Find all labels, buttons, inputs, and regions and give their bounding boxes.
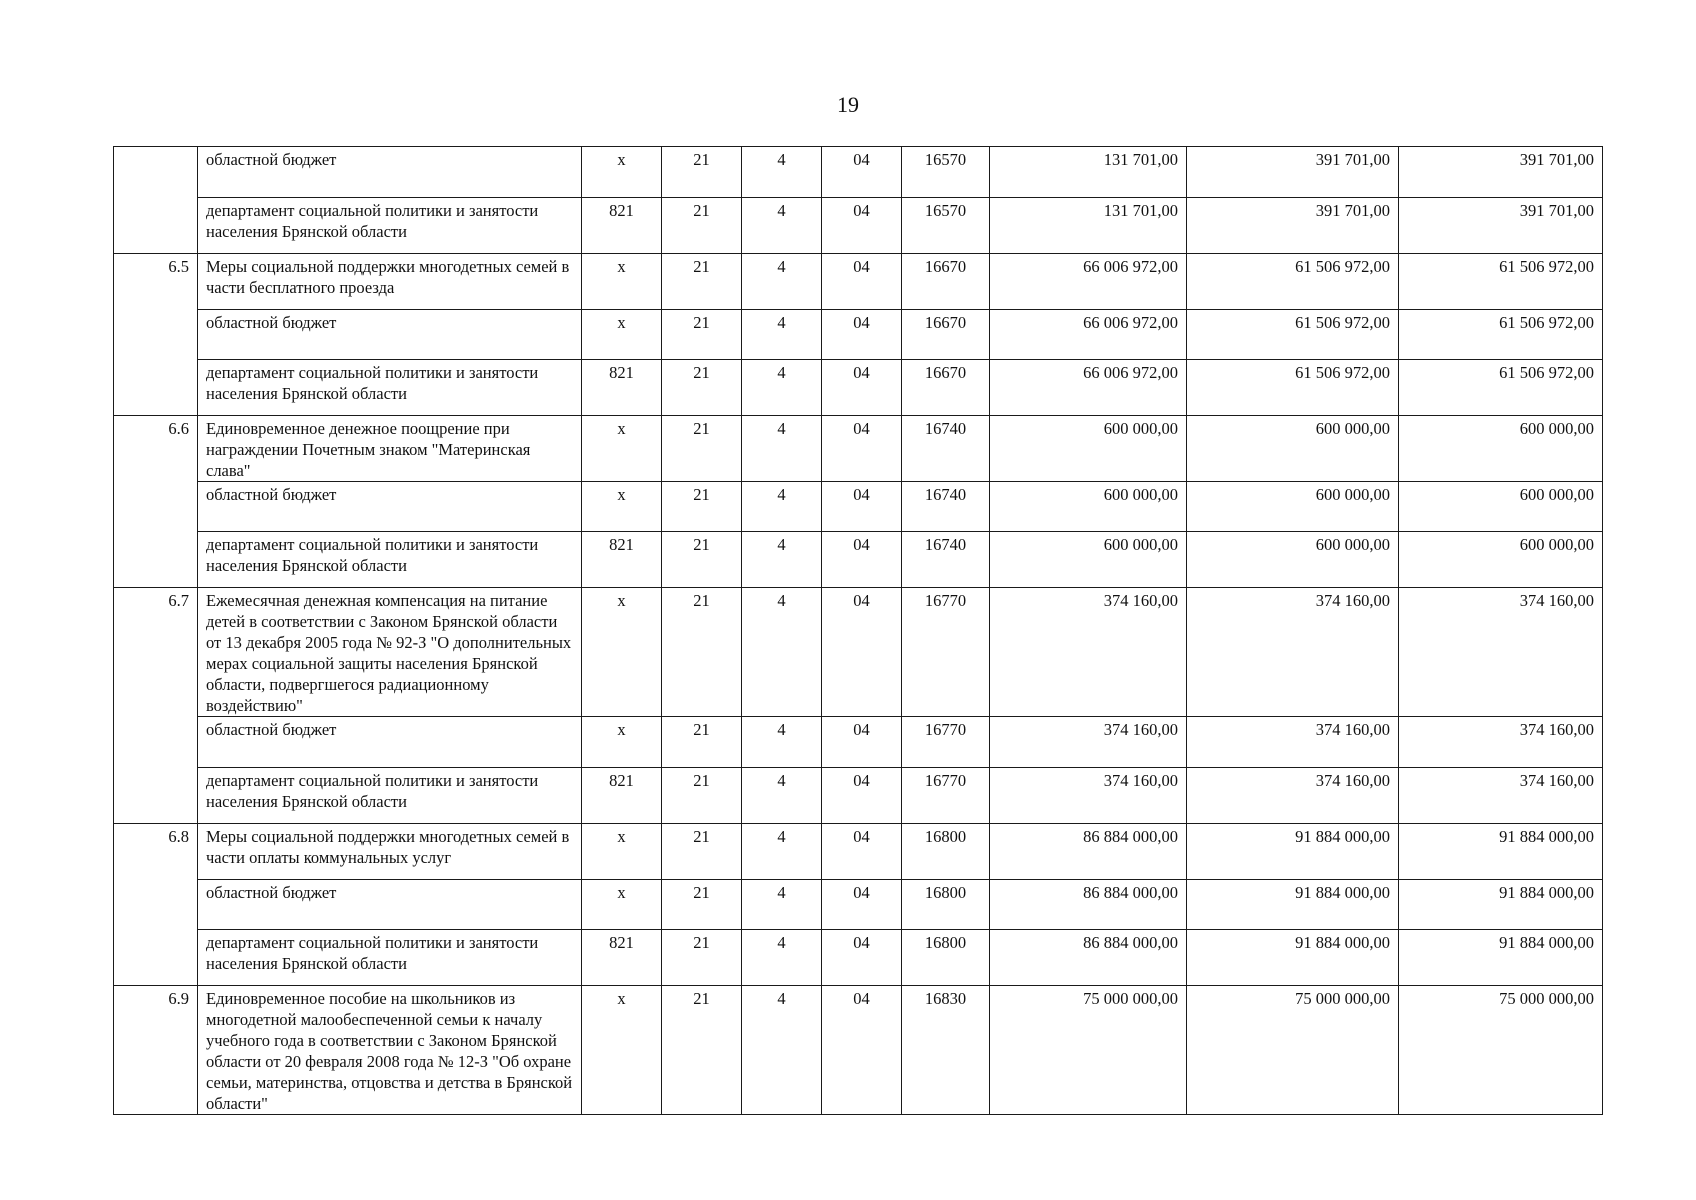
cell-code-2: 21 — [662, 930, 742, 986]
cell-code-3: 4 — [742, 254, 822, 310]
cell-value-1: 66 006 972,00 — [990, 360, 1187, 416]
cell-code-3: 4 — [742, 986, 822, 1115]
cell-value-3: 61 506 972,00 — [1399, 310, 1603, 360]
row-name: департамент социальной политики и занятости населения Брянской области — [198, 930, 582, 986]
cell-code-5: 16830 — [902, 986, 990, 1115]
cell-value-1: 374 160,00 — [990, 588, 1187, 717]
cell-code-5: 16740 — [902, 532, 990, 588]
cell-code-1: х — [582, 880, 662, 930]
cell-value-3: 91 884 000,00 — [1399, 880, 1603, 930]
cell-value-2: 91 884 000,00 — [1187, 880, 1399, 930]
row-name: областной бюджет — [198, 310, 582, 360]
cell-value-1: 131 701,00 — [990, 147, 1187, 198]
cell-code-2: 21 — [662, 360, 742, 416]
cell-value-1: 600 000,00 — [990, 482, 1187, 532]
cell-code-1: х — [582, 310, 662, 360]
cell-code-2: 21 — [662, 254, 742, 310]
table-row — [114, 880, 1603, 930]
cell-code-1: х — [582, 824, 662, 880]
cell-code-3: 4 — [742, 930, 822, 986]
cell-code-1: х — [582, 482, 662, 532]
cell-value-2: 75 000 000,00 — [1187, 986, 1399, 1115]
table-row — [114, 824, 1603, 880]
cell-value-3: 91 884 000,00 — [1399, 824, 1603, 880]
cell-code-1: 821 — [582, 930, 662, 986]
cell-value-3: 61 506 972,00 — [1399, 360, 1603, 416]
cell-code-5: 16800 — [902, 824, 990, 880]
cell-code-4: 04 — [822, 416, 902, 482]
row-number: 6.9 — [114, 986, 198, 1115]
table-row — [114, 717, 1603, 768]
cell-code-3: 4 — [742, 360, 822, 416]
cell-code-4: 04 — [822, 930, 902, 986]
cell-code-4: 04 — [822, 482, 902, 532]
page-number: 19 — [837, 92, 859, 117]
cell-value-1: 66 006 972,00 — [990, 254, 1187, 310]
cell-code-3: 4 — [742, 416, 822, 482]
cell-code-4: 04 — [822, 824, 902, 880]
cell-value-3: 75 000 000,00 — [1399, 986, 1603, 1115]
row-name: Единовременное пособие на школьников из многодетной малообеспеченной семьи к началу учебного года в соответствии с Законом Брянской области от 20 февраля 2008 года № 12-З "Об охране семьи, материнства, отцовства и детства в Брянской области" — [198, 986, 582, 1115]
cell-code-4: 04 — [822, 717, 902, 768]
cell-value-3: 374 160,00 — [1399, 768, 1603, 824]
row-name: областной бюджет — [198, 880, 582, 930]
cell-code-1: 821 — [582, 198, 662, 254]
cell-value-2: 374 160,00 — [1187, 588, 1399, 717]
table-row — [114, 930, 1603, 986]
table-row — [114, 416, 1603, 482]
cell-value-2: 391 701,00 — [1187, 147, 1399, 198]
cell-value-2: 391 701,00 — [1187, 198, 1399, 254]
cell-value-1: 86 884 000,00 — [990, 880, 1187, 930]
cell-code-1: 821 — [582, 768, 662, 824]
cell-code-3: 4 — [742, 768, 822, 824]
cell-code-5: 16670 — [902, 254, 990, 310]
cell-value-3: 600 000,00 — [1399, 532, 1603, 588]
row-number: 6.6 — [114, 416, 198, 588]
cell-value-1: 131 701,00 — [990, 198, 1187, 254]
cell-value-2: 91 884 000,00 — [1187, 930, 1399, 986]
cell-code-2: 21 — [662, 416, 742, 482]
row-name: Ежемесячная денежная компенсация на питание детей в соответствии с Законом Брянской области от 13 декабря 2005 года № 92-З "О дополнительных мерах социальной защиты населения Брянской области, подвергшегося радиационному воздействию" — [198, 588, 582, 717]
cell-code-1: х — [582, 717, 662, 768]
cell-code-4: 04 — [822, 254, 902, 310]
cell-code-3: 4 — [742, 824, 822, 880]
cell-value-3: 61 506 972,00 — [1399, 254, 1603, 310]
cell-code-5: 16770 — [902, 768, 990, 824]
table-row — [114, 360, 1603, 416]
row-number — [114, 147, 198, 254]
cell-code-3: 4 — [742, 482, 822, 532]
row-name: Единовременное денежное поощрение при награждении Почетным знаком "Материнская слава" — [198, 416, 582, 482]
cell-value-3: 91 884 000,00 — [1399, 930, 1603, 986]
cell-value-3: 600 000,00 — [1399, 416, 1603, 482]
cell-code-5: 16740 — [902, 482, 990, 532]
cell-value-2: 374 160,00 — [1187, 768, 1399, 824]
cell-value-2: 61 506 972,00 — [1187, 310, 1399, 360]
cell-code-1: х — [582, 588, 662, 717]
row-name: Меры социальной поддержки многодетных семей в части оплаты коммунальных услуг — [198, 824, 582, 880]
cell-value-1: 600 000,00 — [990, 416, 1187, 482]
cell-code-5: 16740 — [902, 416, 990, 482]
row-number: 6.8 — [114, 824, 198, 986]
row-name: департамент социальной политики и занятости населения Брянской области — [198, 360, 582, 416]
cell-code-3: 4 — [742, 198, 822, 254]
cell-code-3: 4 — [742, 147, 822, 198]
cell-code-4: 04 — [822, 198, 902, 254]
row-number: 6.7 — [114, 588, 198, 824]
row-name: Меры социальной поддержки многодетных семей в части бесплатного проезда — [198, 254, 582, 310]
cell-value-3: 600 000,00 — [1399, 482, 1603, 532]
cell-code-5: 16800 — [902, 930, 990, 986]
cell-code-3: 4 — [742, 588, 822, 717]
budget-table — [113, 146, 1603, 1115]
table-row — [114, 198, 1603, 254]
row-name: департамент социальной политики и занятости населения Брянской области — [198, 532, 582, 588]
row-name: департамент социальной политики и занятости населения Брянской области — [198, 198, 582, 254]
cell-value-3: 374 160,00 — [1399, 717, 1603, 768]
cell-code-4: 04 — [822, 768, 902, 824]
cell-code-2: 21 — [662, 147, 742, 198]
cell-code-4: 04 — [822, 310, 902, 360]
cell-code-1: х — [582, 147, 662, 198]
cell-code-4: 04 — [822, 532, 902, 588]
table-row — [114, 986, 1603, 1115]
cell-value-3: 391 701,00 — [1399, 198, 1603, 254]
cell-value-1: 374 160,00 — [990, 717, 1187, 768]
cell-code-2: 21 — [662, 768, 742, 824]
cell-code-5: 16570 — [902, 198, 990, 254]
cell-code-1: 821 — [582, 360, 662, 416]
cell-code-2: 21 — [662, 482, 742, 532]
cell-value-1: 75 000 000,00 — [990, 986, 1187, 1115]
cell-value-1: 66 006 972,00 — [990, 310, 1187, 360]
table-row — [114, 310, 1603, 360]
cell-code-3: 4 — [742, 310, 822, 360]
cell-value-3: 374 160,00 — [1399, 588, 1603, 717]
cell-code-3: 4 — [742, 532, 822, 588]
cell-value-2: 61 506 972,00 — [1187, 254, 1399, 310]
cell-code-2: 21 — [662, 588, 742, 717]
cell-value-1: 600 000,00 — [990, 532, 1187, 588]
cell-code-5: 16670 — [902, 310, 990, 360]
table-row — [114, 588, 1603, 717]
cell-value-1: 86 884 000,00 — [990, 824, 1187, 880]
row-name: областной бюджет — [198, 147, 582, 198]
cell-value-2: 91 884 000,00 — [1187, 824, 1399, 880]
cell-code-3: 4 — [742, 717, 822, 768]
cell-code-5: 16670 — [902, 360, 990, 416]
table-row — [114, 482, 1603, 532]
cell-code-3: 4 — [742, 880, 822, 930]
cell-value-2: 600 000,00 — [1187, 482, 1399, 532]
cell-code-2: 21 — [662, 532, 742, 588]
cell-value-2: 600 000,00 — [1187, 532, 1399, 588]
cell-code-2: 21 — [662, 986, 742, 1115]
cell-code-4: 04 — [822, 147, 902, 198]
cell-value-1: 374 160,00 — [990, 768, 1187, 824]
row-number: 6.5 — [114, 254, 198, 416]
table-row — [114, 254, 1603, 310]
cell-code-5: 16770 — [902, 717, 990, 768]
cell-code-2: 21 — [662, 880, 742, 930]
cell-code-1: х — [582, 416, 662, 482]
cell-code-4: 04 — [822, 880, 902, 930]
cell-code-4: 04 — [822, 360, 902, 416]
table-row — [114, 532, 1603, 588]
cell-code-2: 21 — [662, 198, 742, 254]
cell-value-3: 391 701,00 — [1399, 147, 1603, 198]
row-name: областной бюджет — [198, 717, 582, 768]
cell-code-1: 821 — [582, 532, 662, 588]
cell-value-2: 374 160,00 — [1187, 717, 1399, 768]
row-name: департамент социальной политики и занятости населения Брянской области — [198, 768, 582, 824]
table-row — [114, 147, 1603, 198]
cell-code-2: 21 — [662, 824, 742, 880]
table-row — [114, 768, 1603, 824]
cell-value-2: 61 506 972,00 — [1187, 360, 1399, 416]
cell-code-5: 16570 — [902, 147, 990, 198]
cell-code-5: 16770 — [902, 588, 990, 717]
cell-value-2: 600 000,00 — [1187, 416, 1399, 482]
cell-code-2: 21 — [662, 717, 742, 768]
cell-code-1: х — [582, 986, 662, 1115]
cell-code-5: 16800 — [902, 880, 990, 930]
cell-value-1: 86 884 000,00 — [990, 930, 1187, 986]
cell-code-2: 21 — [662, 310, 742, 360]
cell-code-4: 04 — [822, 588, 902, 717]
row-name: областной бюджет — [198, 482, 582, 532]
cell-code-1: х — [582, 254, 662, 310]
cell-code-4: 04 — [822, 986, 902, 1115]
